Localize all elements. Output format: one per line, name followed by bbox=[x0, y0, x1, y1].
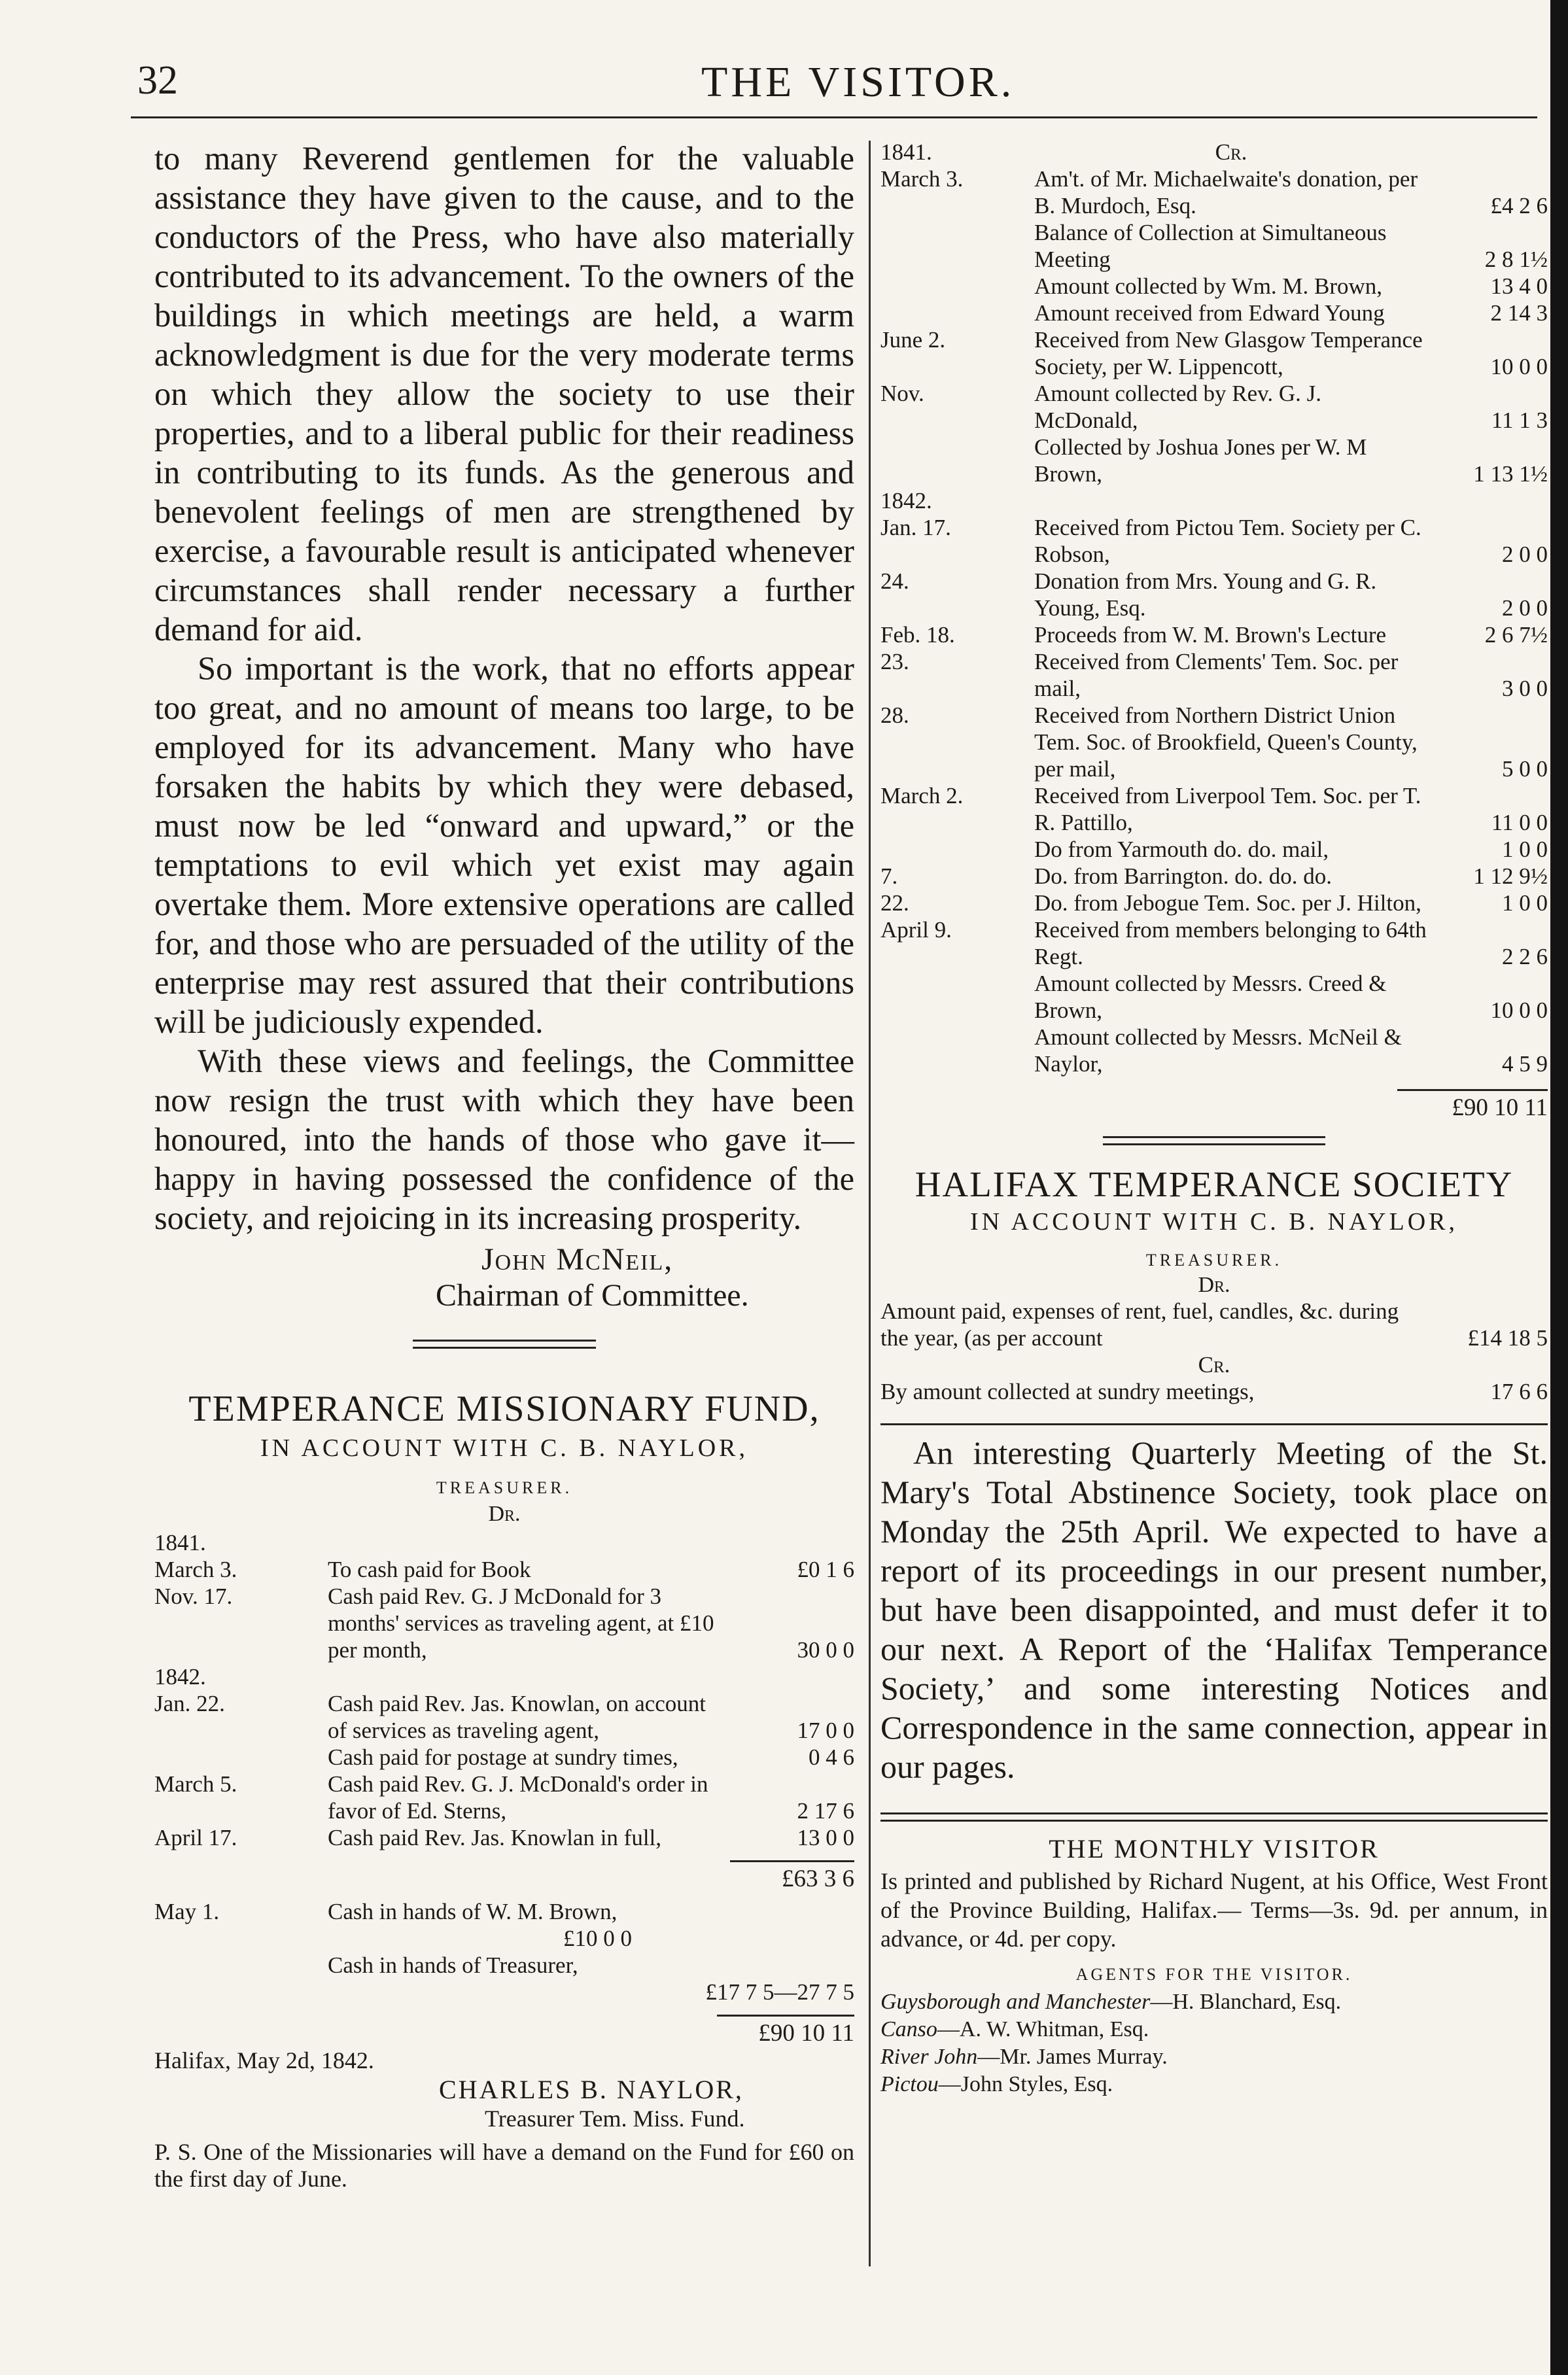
halifax-table bbox=[880, 1298, 1548, 1405]
fund-total: £90 10 11 bbox=[154, 2015, 854, 2047]
page-edge bbox=[1550, 0, 1568, 2375]
row-amount: 11 1 3 bbox=[1491, 407, 1548, 433]
row-date: 1842. bbox=[154, 1664, 206, 1690]
row-amount: 2 2 6 bbox=[1502, 944, 1548, 969]
row-date: June 2. bbox=[880, 327, 946, 353]
row-amount: £14 18 5 bbox=[1467, 1325, 1548, 1351]
row-date: Nov. bbox=[880, 381, 924, 406]
table-row bbox=[880, 970, 1548, 1024]
row-desc: Amount collected by Wm. M. Brown, bbox=[1034, 273, 1383, 299]
row-amount: 0 4 6 bbox=[809, 1744, 854, 1770]
table-row bbox=[154, 1771, 854, 1824]
table-row bbox=[880, 1351, 1548, 1378]
halifax-treasurer: TREASURER. bbox=[1145, 1251, 1283, 1270]
row-desc bbox=[328, 1529, 723, 1556]
table-row bbox=[880, 300, 1548, 326]
table-row bbox=[154, 1898, 854, 1979]
fund-treasurer: TREASURER. bbox=[436, 1478, 573, 1497]
row-desc: Am't. of Mr. Michaelwaite's donation, per B. Murdoch, Esq. bbox=[1034, 166, 1418, 218]
section-divider bbox=[413, 1340, 596, 1349]
row-desc: Amount collected by Messrs. McNeil & Naylor, bbox=[1034, 1024, 1402, 1077]
row-desc: Amount collected by Rev. G. J. McDonald, bbox=[1034, 381, 1322, 433]
row-date bbox=[880, 836, 1034, 863]
row-desc: Received from members belonging to 64th Regt. bbox=[1034, 917, 1427, 969]
row-amount: 4 5 9 bbox=[1502, 1051, 1548, 1077]
row-amount: 2 6 7½ bbox=[1484, 622, 1548, 648]
fund-signer-title: Treasurer Tem. Miss. Fund. bbox=[485, 2106, 745, 2132]
fund-title: TEMPERANCE MISSIONARY FUND, bbox=[188, 1389, 820, 1429]
halifax-subtitle: IN ACCOUNT WITH C. B. NAYLOR, bbox=[969, 1208, 1458, 1236]
table-row bbox=[880, 326, 1548, 380]
imprint-text: Is printed and published by Richard Nugent, at his Office, West Front of the Province Building, Halifax.— Terms—3s. 9d. per annum, in advance, or 4d. per copy. bbox=[880, 1868, 1548, 1952]
row-amount: 1 0 0 bbox=[1502, 837, 1548, 862]
table-row bbox=[880, 568, 1548, 621]
row-date: March 2. bbox=[880, 783, 964, 808]
fund-ps: P. S. One of the Missionaries will have a demand on the Fund for £60 on the first day of June. bbox=[154, 2139, 854, 2192]
page-title: THE VISITOR. bbox=[701, 58, 1015, 106]
row-desc: Cash paid Rev. G. J McDonald for 3 months' services as traveling agent, at £10 per month, bbox=[328, 1584, 714, 1663]
row-date bbox=[880, 273, 1034, 300]
table-row bbox=[880, 219, 1548, 273]
row-desc: Cash paid for postage at sundry times, bbox=[328, 1744, 678, 1770]
row-date: March 5. bbox=[154, 1771, 237, 1797]
row-desc: Amount received from Edward Young bbox=[1034, 300, 1385, 326]
fund-signer: CHARLES B. NAYLOR, bbox=[439, 2075, 744, 2104]
table-row bbox=[154, 1529, 854, 1556]
row-date: 7. bbox=[880, 863, 898, 889]
column-divider bbox=[869, 141, 871, 2266]
fund-place-date: Halifax, May 2d, 1842. bbox=[154, 2047, 374, 2073]
table-row bbox=[880, 139, 1548, 165]
row-amount: 17 6 6 bbox=[1490, 1379, 1548, 1404]
row-amount bbox=[1433, 139, 1548, 165]
row-date: 1841. bbox=[154, 1530, 206, 1555]
row-date bbox=[880, 300, 1034, 326]
row-date bbox=[880, 970, 1034, 1024]
row-date: Nov. 17. bbox=[154, 1584, 233, 1609]
row-date bbox=[880, 1024, 1034, 1077]
table-row bbox=[880, 273, 1548, 300]
fund-dr: Dr. bbox=[488, 1502, 521, 1526]
table-row bbox=[880, 916, 1548, 970]
row-amount: £4 2 6 bbox=[1490, 193, 1548, 218]
row-amount: 10 0 0 bbox=[1490, 997, 1548, 1023]
row-desc: Cash in hands of W. M. Brown, £10 0 0 Cash in hands of Treasurer, bbox=[328, 1899, 632, 1978]
table-row bbox=[154, 1979, 854, 2005]
table-row bbox=[154, 1690, 854, 1744]
table-row bbox=[880, 514, 1548, 568]
row-date: March 3. bbox=[880, 166, 964, 192]
table-row bbox=[880, 434, 1548, 487]
table-row bbox=[880, 165, 1548, 219]
agents-list bbox=[880, 1988, 1548, 2098]
halifax-title: HALIFAX TEMPERANCE SOCIETY bbox=[915, 1164, 1514, 1204]
row-amount: 2 0 0 bbox=[1502, 595, 1548, 621]
section-divider bbox=[880, 1812, 1548, 1822]
row-desc: Do. from Barrington. do. do. do. bbox=[1034, 863, 1332, 889]
row-desc: Do from Yarmouth do. do. mail, bbox=[1034, 837, 1329, 862]
paragraph: So important is the work, that no efforts appear too great, and no amount of means too large, to be employed for its advancement. Many who have forsaken the habits by which they were debased, must now be led “onward and upward,” or the temptations to evil which yet exist may again overtake them. More extensive operations are called for, and those who are persuaded of the utility of the enterprise may rest assured that their contributions will be judiciously expended. bbox=[154, 650, 854, 1040]
row-desc: Do. from Jebogue Tem. Soc. per J. Hilton, bbox=[1034, 890, 1421, 916]
row-amount: 3 0 0 bbox=[1502, 676, 1548, 701]
table-row bbox=[880, 863, 1548, 890]
section-divider bbox=[880, 1423, 1548, 1425]
row-desc: To cash paid for Book bbox=[328, 1557, 531, 1582]
row-amount: 2 0 0 bbox=[1502, 542, 1548, 567]
row-amount bbox=[1433, 487, 1548, 514]
right-column bbox=[880, 139, 1548, 2098]
table-row bbox=[880, 621, 1548, 648]
row-desc: Cash paid Rev. Jas. Knowlan, on account of services as traveling agent, bbox=[328, 1691, 706, 1743]
row-date bbox=[154, 1744, 328, 1771]
row-amount: £17 7 5—27 7 5 bbox=[705, 1979, 854, 2005]
halifax-dr: Dr. bbox=[1198, 1273, 1230, 1297]
table-row bbox=[154, 1663, 854, 1690]
table-row bbox=[880, 702, 1548, 782]
agent-entry: Pictou—John Styles, Esq. bbox=[880, 2072, 1113, 2096]
row-amount: 1 0 0 bbox=[1502, 890, 1548, 916]
table-row bbox=[880, 487, 1548, 514]
row-date bbox=[880, 434, 1034, 487]
row-amount: 2 17 6 bbox=[797, 1798, 854, 1824]
row-desc: Received from Pictou Tem. Society per C. Robson, bbox=[1034, 515, 1421, 567]
fund-subtotal: £63 3 6 bbox=[154, 1860, 854, 1893]
report-text bbox=[154, 139, 854, 1238]
row-desc: Donation from Mrs. Young and G. R. Young, Esq. bbox=[1034, 568, 1377, 621]
row-date: Jan. 17. bbox=[880, 515, 951, 540]
row-amount bbox=[723, 1529, 854, 1556]
section-divider bbox=[1103, 1136, 1325, 1145]
credit-table bbox=[880, 139, 1548, 1077]
row-desc: Cr. bbox=[1215, 139, 1247, 165]
row-desc: By amount collected at sundry meetings, bbox=[880, 1379, 1255, 1404]
row-date: Feb. 18. bbox=[880, 622, 955, 648]
table-row bbox=[154, 1583, 854, 1663]
credit-total: £90 10 11 bbox=[880, 1089, 1548, 1122]
row-amount bbox=[723, 1663, 854, 1690]
row-desc: Cash paid Rev. Jas. Knowlan in full, bbox=[328, 1825, 662, 1850]
row-date: 1842. bbox=[880, 488, 932, 513]
row-desc: Balance of Collection at Simultaneous Meeting bbox=[1034, 220, 1387, 272]
table-row bbox=[880, 648, 1548, 702]
row-desc: Received from Liverpool Tem. Soc. per T. R. Pattillo, bbox=[1034, 783, 1421, 835]
row-desc: Amount paid, expenses of rent, fuel, candles, &c. during the year, (as per account bbox=[880, 1298, 1399, 1351]
table-row bbox=[154, 1556, 854, 1583]
row-amount: 2 14 3 bbox=[1490, 300, 1548, 326]
row-amount: 5 0 0 bbox=[1502, 756, 1548, 782]
paragraph: With these views and feelings, the Committee now resign the trust with which they have been honoured, into the hands of those who gave it—happy in having possessed the confidence of the society, and rejoicing in its increasing prosperity. bbox=[154, 1043, 854, 1236]
row-amount: £0 1 6 bbox=[797, 1557, 854, 1582]
row-date: April 9. bbox=[880, 917, 952, 943]
row-desc: Proceeds from W. M. Brown's Lecture bbox=[1034, 622, 1387, 648]
row-amount: 13 4 0 bbox=[1490, 273, 1548, 299]
row-amount: 10 0 0 bbox=[1490, 354, 1548, 379]
row-amount: 2 8 1½ bbox=[1484, 247, 1548, 272]
table-row bbox=[154, 1744, 854, 1771]
row-amount: 30 0 0 bbox=[797, 1637, 854, 1663]
row-desc bbox=[328, 1663, 723, 1690]
paragraph: to many Reverend gentlemen for the valuable assistance they have given to the cause, and to the conductors of the Press, who have also materially contributed to its advancement. To the owners of the buildings in which meetings are held, a warm acknowledgment is due for the very moderate terms on which they allow the society to use their properties, and to a liberal public for their readiness in contributing to its funds. As the generous and benevolent feelings of men are strengthened by exercise, a favourable result is anticipated whenever circumstances shall render necessary a further demand for aid. bbox=[154, 140, 854, 648]
fund-subtitle: IN ACCOUNT WITH C. B. NAYLOR, bbox=[260, 1434, 748, 1462]
row-desc bbox=[1034, 487, 1433, 514]
agent-entry: Guysborough and Manchester—H. Blanchard, Esq. bbox=[880, 1990, 1342, 2014]
row-desc: Received from Northern District Union Tem. Soc. of Brookfield, Queen's County, per mail, bbox=[1034, 702, 1418, 782]
row-desc: Received from New Glasgow Temperance Society, per W. Lippencott, bbox=[1034, 327, 1423, 379]
signature-title: Chairman of Committee. bbox=[436, 1278, 749, 1313]
meeting-notice: An interesting Quarterly Meeting of the St. Mary's Total Abstinence Society, took place on Monday the 25th April. We expected to have a report of its proceedings in our present number, but have been disappointed, and must defer it to our next. A Report of the ‘Halifax Temperance Society,’ and some interesting Notices and Correspondence in the same connection, appear in our pages. bbox=[880, 1434, 1548, 1785]
row-desc: Cash paid Rev. G. J. McDonald's order in favor of Ed. Sterns, bbox=[328, 1771, 708, 1824]
signature-name: John McNeil, bbox=[481, 1242, 674, 1277]
halifax-cr: Cr. bbox=[1198, 1352, 1230, 1378]
row-date: Jan. 22. bbox=[154, 1691, 225, 1716]
row-desc: Received from Clements' Tem. Soc. per mail, bbox=[1034, 649, 1399, 701]
table-row bbox=[880, 836, 1548, 863]
table-row bbox=[880, 1378, 1548, 1405]
row-date: 28. bbox=[880, 702, 909, 728]
header-rule bbox=[131, 116, 1537, 118]
row-amount: 1 12 9½ bbox=[1473, 863, 1548, 889]
row-date: 1841. bbox=[880, 139, 932, 165]
row-amount: 11 0 0 bbox=[1491, 810, 1548, 835]
row-amount: 17 0 0 bbox=[797, 1718, 854, 1743]
agent-entry: Canso—A. W. Whitman, Esq. bbox=[880, 2017, 1149, 2041]
row-date: March 3. bbox=[154, 1557, 237, 1582]
row-date: 23. bbox=[880, 649, 909, 674]
imprint-title: THE MONTHLY VISITOR bbox=[1049, 1834, 1380, 1864]
left-column bbox=[154, 139, 854, 2193]
table-row bbox=[880, 1024, 1548, 1077]
row-amount: 13 0 0 bbox=[797, 1825, 854, 1850]
row-date: 24. bbox=[880, 568, 909, 594]
table-row bbox=[880, 890, 1548, 916]
table-row bbox=[880, 782, 1548, 836]
fund-hands-table bbox=[154, 1898, 854, 2005]
row-desc: Amount collected by Messrs. Creed & Brown, bbox=[1034, 971, 1387, 1023]
row-desc: Collected by Joshua Jones per W. M Brown, bbox=[1034, 434, 1367, 487]
agent-entry: River John—Mr. James Murray. bbox=[880, 2045, 1168, 2069]
page-number: 32 bbox=[137, 58, 178, 103]
signature bbox=[154, 1241, 854, 1313]
row-date: April 17. bbox=[154, 1825, 237, 1850]
row-date bbox=[880, 219, 1034, 273]
table-row bbox=[880, 1298, 1548, 1351]
row-amount: 1 13 1½ bbox=[1473, 461, 1548, 487]
table-row bbox=[154, 1824, 854, 1851]
row-date: 22. bbox=[880, 890, 909, 916]
row-date: May 1. bbox=[154, 1899, 220, 1924]
agents-heading: AGENTS FOR THE VISITOR. bbox=[1075, 1965, 1353, 1984]
table-row bbox=[880, 380, 1548, 434]
fund-table bbox=[154, 1529, 854, 1851]
